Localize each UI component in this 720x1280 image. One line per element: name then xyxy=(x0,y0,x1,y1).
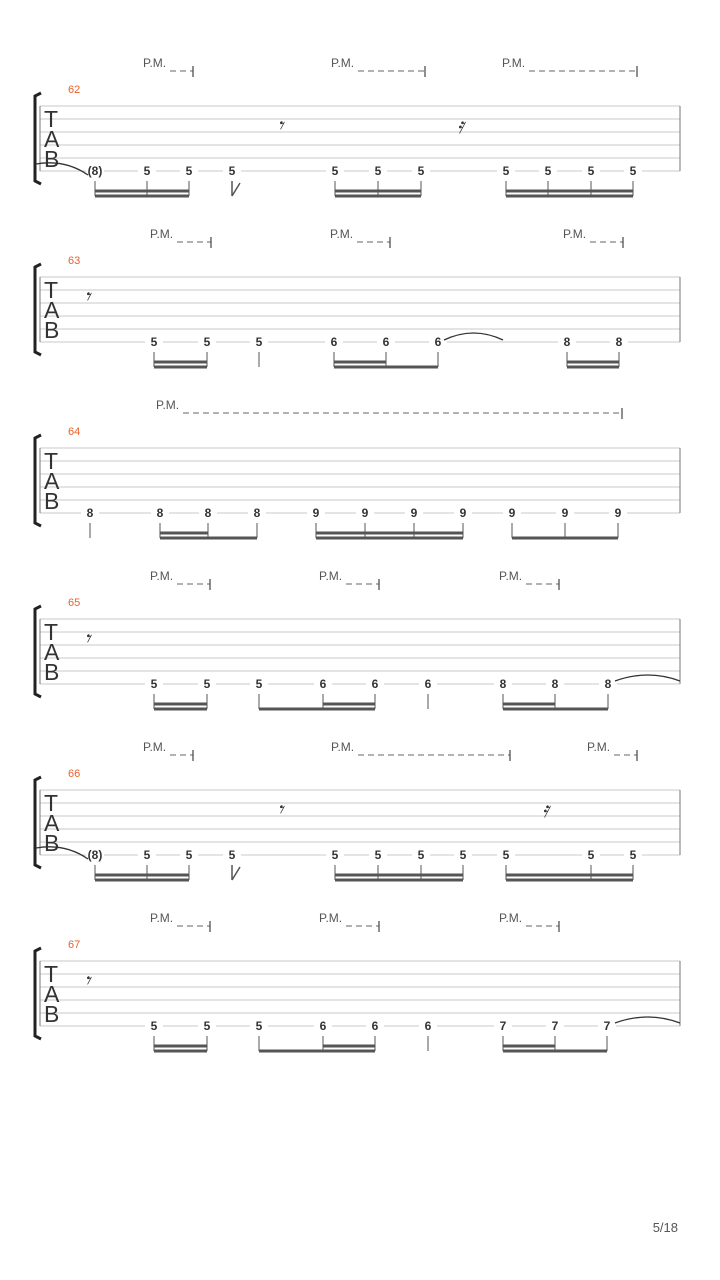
fret-number: 9 xyxy=(614,506,622,520)
fret-number: 8 xyxy=(204,506,212,520)
beam-secondary xyxy=(567,361,619,364)
palm-mute xyxy=(587,740,637,761)
fret-number: 5 xyxy=(374,848,382,862)
fret-number: 6 xyxy=(434,335,442,349)
measure-number: 67 xyxy=(68,939,81,951)
fret-number: 5 xyxy=(417,848,425,862)
fret-number: 7 xyxy=(499,1019,507,1033)
palm-mute-label: P.M. xyxy=(330,227,354,241)
beam-secondary xyxy=(323,1045,375,1048)
fret-number: 9 xyxy=(361,506,369,520)
palm-mute-label: P.M. xyxy=(563,227,587,241)
tab-clef-letter: A xyxy=(44,126,60,152)
beam-secondary xyxy=(503,1045,555,1048)
palm-mute xyxy=(502,56,637,77)
fret-number: 5 xyxy=(203,1019,211,1033)
beam xyxy=(335,195,421,198)
beam xyxy=(567,366,619,369)
palm-mute-label: P.M. xyxy=(319,911,343,925)
measure-67 xyxy=(35,911,680,1053)
fret-number: 8 xyxy=(156,506,164,520)
fret-number: 6 xyxy=(424,677,432,691)
fret-number: (8) xyxy=(87,164,103,178)
fret-number: 5 xyxy=(228,164,236,178)
fret-number: 6 xyxy=(319,677,327,691)
measure-number: 63 xyxy=(68,255,81,267)
fret-number: 9 xyxy=(410,506,418,520)
tab-clef-letter: B xyxy=(44,1001,60,1027)
beam-secondary xyxy=(95,874,189,877)
beam-secondary xyxy=(154,703,207,706)
fret-number: 9 xyxy=(508,506,516,520)
measure-63 xyxy=(35,227,680,369)
fret-number: 9 xyxy=(561,506,569,520)
palm-mute-label: P.M. xyxy=(143,740,167,754)
beam-secondary xyxy=(506,190,633,193)
page-number: 5/18 xyxy=(652,1220,678,1235)
fret-number: 5 xyxy=(143,848,151,862)
rest-eighth: 𝄾 xyxy=(84,627,90,652)
beam-secondary xyxy=(95,190,189,193)
beam xyxy=(506,879,633,882)
beam-secondary xyxy=(160,532,208,535)
fret-number: 5 xyxy=(255,1019,263,1033)
fret-number: 5 xyxy=(629,164,637,178)
tie-out xyxy=(615,675,680,681)
measure-number: 62 xyxy=(68,84,81,96)
fret-number: 5 xyxy=(331,848,339,862)
fret-number: 7 xyxy=(603,1019,611,1033)
beam xyxy=(323,1050,375,1053)
fret-number: 6 xyxy=(319,1019,327,1033)
beam-secondary xyxy=(503,703,555,706)
fret-number: 8 xyxy=(615,335,623,349)
beam-secondary xyxy=(154,1045,207,1048)
beam xyxy=(335,879,463,882)
palm-mute-label: P.M. xyxy=(499,569,523,583)
fret-number: 5 xyxy=(150,335,158,349)
measure-62 xyxy=(35,56,680,198)
measure-65 xyxy=(35,569,680,711)
tab-clef-letter: T xyxy=(44,106,59,132)
beam-secondary xyxy=(323,703,375,706)
beam xyxy=(503,708,555,711)
fret-number: 5 xyxy=(150,677,158,691)
tab-clef-letter: A xyxy=(44,981,60,1007)
fret-number: 6 xyxy=(382,335,390,349)
tab-clef-letter: T xyxy=(44,277,59,303)
palm-mute xyxy=(331,740,510,761)
tab-clef-letter: B xyxy=(44,830,60,856)
fret-number: 8 xyxy=(563,335,571,349)
tab-clef-letter: A xyxy=(44,297,60,323)
beam xyxy=(316,537,463,540)
beam xyxy=(506,195,633,198)
tab-clef-letter: B xyxy=(44,317,60,343)
fret-number: 6 xyxy=(371,677,379,691)
fret-number: 5 xyxy=(185,848,193,862)
tab-clef-letter: B xyxy=(44,659,60,685)
fret-number: 8 xyxy=(86,506,94,520)
fret-number: 5 xyxy=(150,1019,158,1033)
rest-eighth: 𝄾 xyxy=(84,285,90,310)
measure-number: 65 xyxy=(68,597,81,609)
beam xyxy=(512,537,618,540)
fret-number: 5 xyxy=(587,848,595,862)
tab-clef-letter: T xyxy=(44,961,59,987)
tab-clef-letter: B xyxy=(44,488,60,514)
measure-number: 64 xyxy=(68,426,81,438)
beam xyxy=(334,366,386,369)
fret-number: 5 xyxy=(228,848,236,862)
palm-mute-label: P.M. xyxy=(156,398,180,412)
palm-mute xyxy=(319,911,379,932)
fret-number: 5 xyxy=(417,164,425,178)
fret-number: 6 xyxy=(424,1019,432,1033)
rest-eighth: 𝄾 xyxy=(84,969,90,994)
palm-mute xyxy=(150,569,210,590)
fret-number: 5 xyxy=(255,335,263,349)
fret-number: 8 xyxy=(551,677,559,691)
fret-number: 5 xyxy=(203,335,211,349)
palm-mute-label: P.M. xyxy=(150,227,174,241)
fret-number: 5 xyxy=(502,164,510,178)
palm-mute-label: P.M. xyxy=(319,569,343,583)
palm-mute xyxy=(499,569,559,590)
palm-mute-label: P.M. xyxy=(150,911,174,925)
beam xyxy=(95,879,189,882)
palm-mute xyxy=(330,227,390,248)
rest-sixteenth: 𝄿 xyxy=(457,114,464,139)
fret-number: 5 xyxy=(255,677,263,691)
fret-number: 5 xyxy=(203,677,211,691)
palm-mute-label: P.M. xyxy=(331,56,355,70)
palm-mute-label: P.M. xyxy=(150,569,174,583)
palm-mute xyxy=(143,740,193,761)
tab-clef-letter: A xyxy=(44,639,60,665)
fret-number: 5 xyxy=(143,164,151,178)
palm-mute xyxy=(156,398,622,419)
tie-out xyxy=(615,1017,680,1023)
beam-secondary xyxy=(335,874,463,877)
palm-mute-label: P.M. xyxy=(331,740,355,754)
fret-number: 5 xyxy=(374,164,382,178)
measure-64 xyxy=(35,398,680,540)
beam-secondary xyxy=(335,190,421,193)
fret-number: 9 xyxy=(459,506,467,520)
beam xyxy=(154,366,207,369)
palm-mute xyxy=(499,911,559,932)
palm-mute xyxy=(143,56,193,77)
palm-mute xyxy=(150,911,210,932)
fret-number: (8) xyxy=(87,848,103,862)
beam xyxy=(95,195,189,198)
palm-mute xyxy=(563,227,623,248)
fret-number: 5 xyxy=(502,848,510,862)
beam-secondary xyxy=(506,874,633,877)
palm-mute-label: P.M. xyxy=(143,56,167,70)
fret-number: 8 xyxy=(604,677,612,691)
palm-mute xyxy=(319,569,379,590)
palm-mute xyxy=(331,56,425,77)
fret-number: 5 xyxy=(544,164,552,178)
tab-clef-letter: A xyxy=(44,468,60,494)
beam-secondary xyxy=(154,361,207,364)
beam xyxy=(503,1050,555,1053)
beam xyxy=(154,708,207,711)
rest-sixteenth: 𝄿 xyxy=(542,798,549,823)
tie xyxy=(444,333,503,340)
rest-eighth: 𝄾 xyxy=(277,114,283,139)
fret-number: 6 xyxy=(371,1019,379,1033)
fret-number: 8 xyxy=(253,506,261,520)
fret-number: 5 xyxy=(629,848,637,862)
measure-number: 66 xyxy=(68,768,81,780)
palm-mute xyxy=(150,227,211,248)
beam-secondary xyxy=(316,532,463,535)
fret-number: 5 xyxy=(185,164,193,178)
note-stem-slash xyxy=(232,181,240,196)
beam-secondary xyxy=(334,361,386,364)
fret-number: 7 xyxy=(551,1019,559,1033)
palm-mute-label: P.M. xyxy=(502,56,526,70)
palm-mute-label: P.M. xyxy=(587,740,611,754)
tab-clef-letter: A xyxy=(44,810,60,836)
measure-66 xyxy=(35,740,680,882)
beam xyxy=(160,537,208,540)
fret-number: 9 xyxy=(312,506,320,520)
tab-clef-letter: T xyxy=(44,619,59,645)
rest-eighth: 𝄾 xyxy=(277,798,283,823)
beam xyxy=(323,708,375,711)
fret-number: 5 xyxy=(587,164,595,178)
fret-number: 5 xyxy=(459,848,467,862)
note-stem-slash xyxy=(232,865,240,880)
fret-number: 8 xyxy=(499,677,507,691)
fret-number: 5 xyxy=(331,164,339,178)
beam xyxy=(154,1050,207,1053)
fret-number: 6 xyxy=(330,335,338,349)
tab-clef-letter: T xyxy=(44,790,59,816)
tab-clef-letter: T xyxy=(44,448,59,474)
tab-clef-letter: B xyxy=(44,146,60,172)
palm-mute-label: P.M. xyxy=(499,911,523,925)
